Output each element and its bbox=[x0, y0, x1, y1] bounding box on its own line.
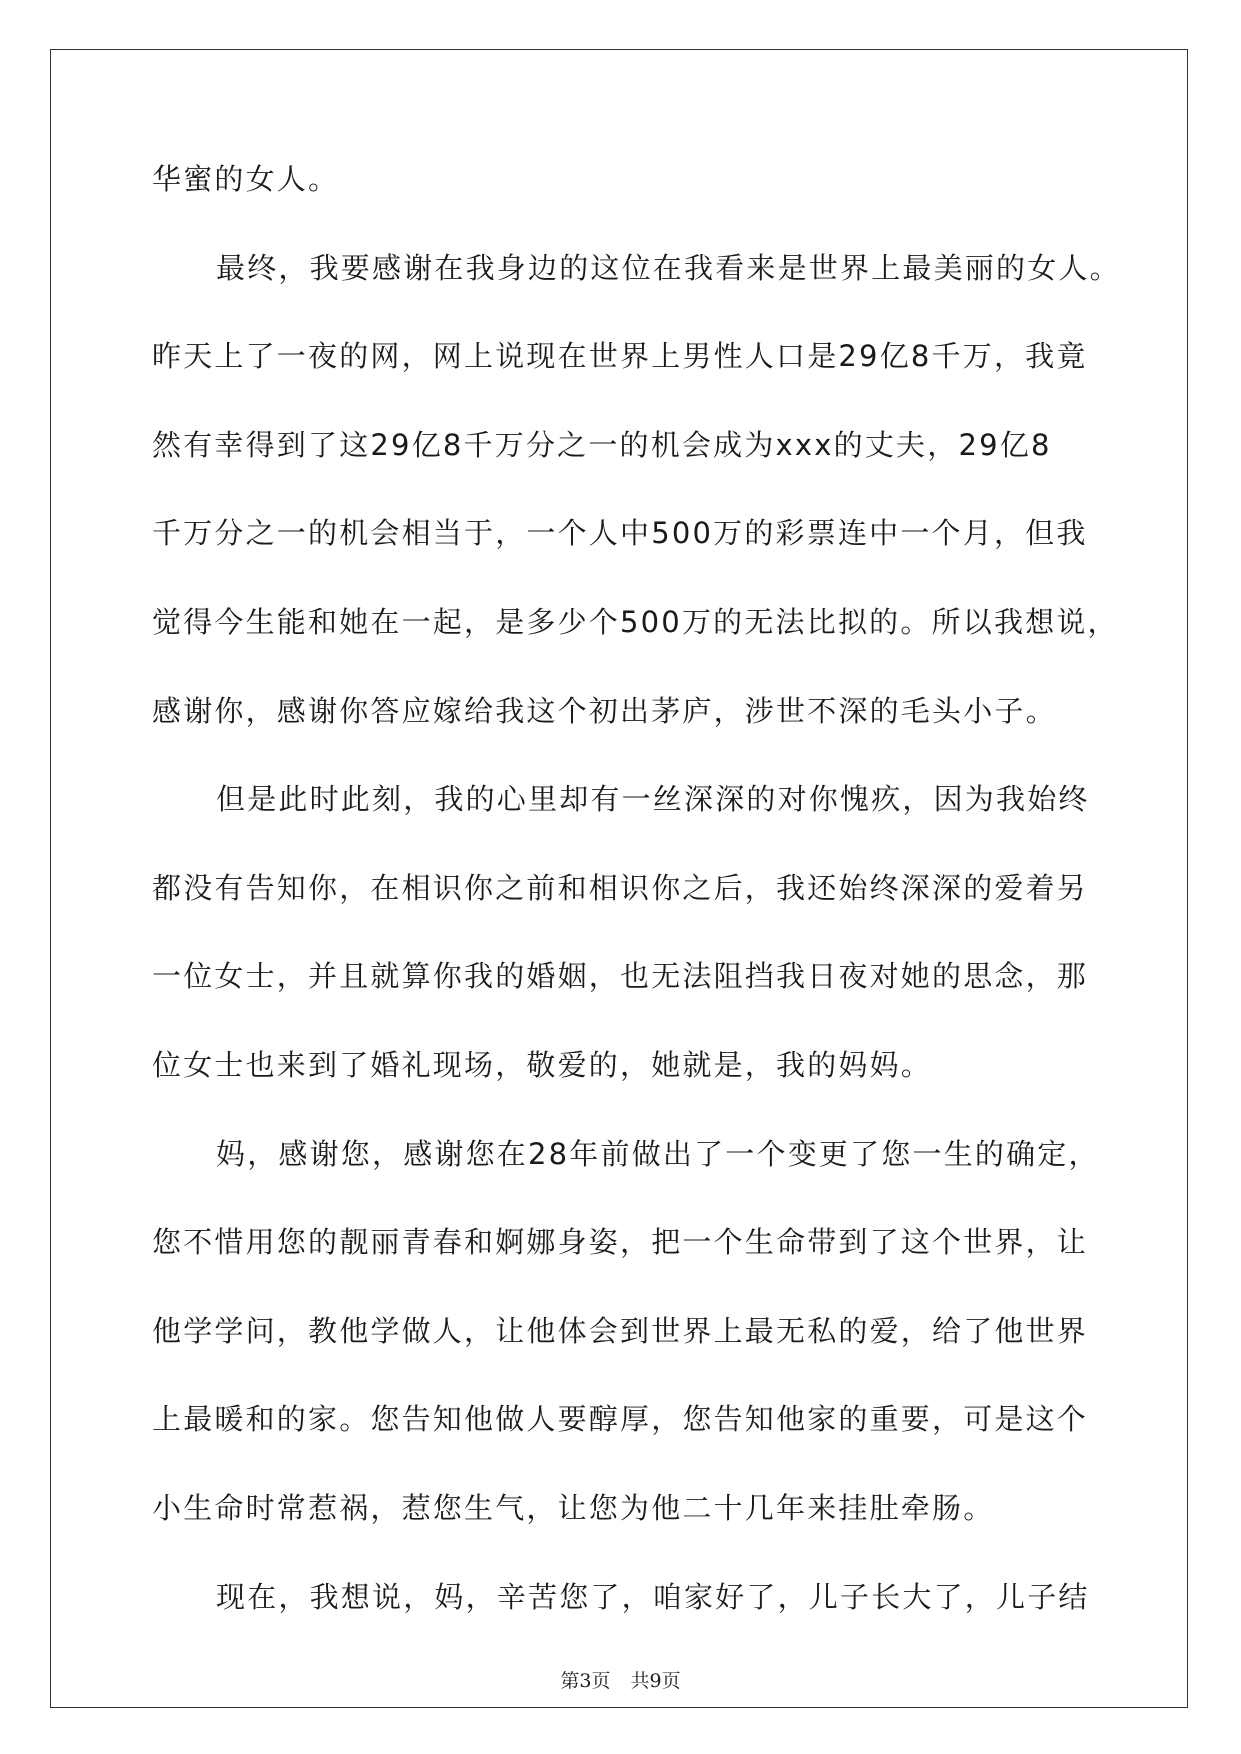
text-line: 上最暖和的家。您告知他做人要醇厚，您告知他家的重要，可是这个 bbox=[152, 1402, 1089, 1437]
current-page-label: 第3页 bbox=[560, 1670, 611, 1692]
text-line: 小生命时常惹祸，惹您生气，让您为他二十几年来挂肚牵肠。 bbox=[152, 1490, 995, 1525]
text-line: 但是此时此刻，我的心里却有一丝深深的对你愧疚，因为我始终 bbox=[216, 782, 1090, 817]
text-line: 最终，我要感谢在我身边的这位在我看来是世界上最美丽的女人。 bbox=[216, 250, 1121, 285]
text-line: 位女士也来到了婚礼现场，敬爱的，她就是，我的妈妈。 bbox=[152, 1047, 933, 1082]
text-line: 他学学问，教他学做人，让他体会到世界上最无私的爱，给了他世界 bbox=[152, 1313, 1089, 1348]
text-line: 感谢你，感谢你答应嫁给我这个初出茅庐，涉世不深的毛头小子。 bbox=[152, 693, 1057, 728]
total-pages-label: 共9页 bbox=[630, 1670, 681, 1692]
text-line: 然有幸得到了这29亿8千万分之一的机会成为xxx的丈夫，29亿8 bbox=[152, 427, 1052, 462]
text-line: 一位女士，并且就算你我的婚姻，也无法阻挡我日夜对她的思念，那 bbox=[152, 959, 1089, 994]
text-line: 现在，我想说，妈，辛苦您了，咱家好了，儿子长大了，儿子结 bbox=[216, 1579, 1090, 1614]
document-body bbox=[152, 162, 1121, 1670]
page-footer bbox=[0, 1666, 1241, 1693]
text-line: 您不惜用您的靓丽青春和婀娜身姿，把一个生命带到了这个世界，让 bbox=[152, 1225, 1089, 1260]
text-line: 都没有告知你，在相识你之前和相识你之后，我还始终深深的爱着另 bbox=[152, 870, 1089, 905]
text-line: 千万分之一的机会相当于，一个人中500万的彩票连中一个月，但我 bbox=[152, 516, 1088, 551]
text-line: 华蜜的女人。 bbox=[152, 162, 340, 196]
text-line: 妈，感谢您，感谢您在28年前做出了一个变更了您一生的确定， bbox=[216, 1136, 1100, 1171]
text-line: 觉得今生能和她在一起，是多少个500万的无法比拟的。所以我想说， bbox=[152, 604, 1119, 639]
text-line: 昨天上了一夜的网，网上说现在世界上男性人口是29亿8千万，我竟 bbox=[152, 339, 1088, 374]
